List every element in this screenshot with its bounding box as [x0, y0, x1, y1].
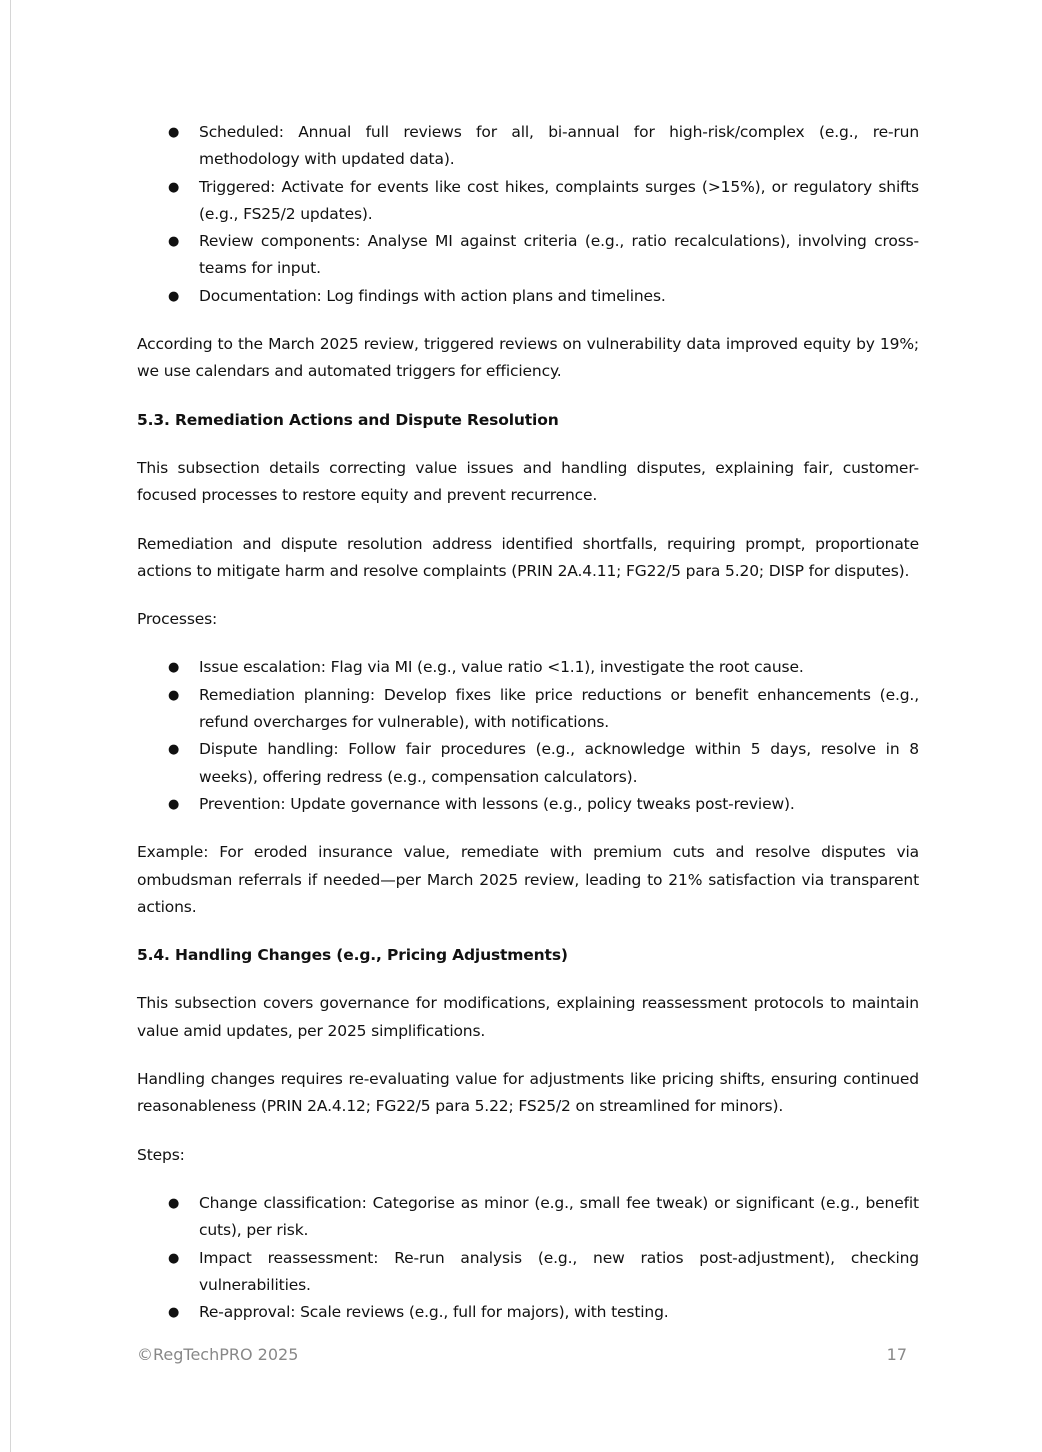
section-heading-5-4: 5.4. Handling Changes (e.g., Pricing Adjustments) — [137, 946, 568, 965]
page-left-border — [10, 0, 11, 1452]
bullet-icon: ● — [168, 1195, 180, 1211]
list-item: ● Scheduled: Annual full reviews for all, bi-annual for high-risk/complex (e.g., re-run methodology with updated data). — [199, 119, 919, 174]
section-heading-5-3: 5.3. Remediation Actions and Dispute Resolution — [137, 410, 559, 429]
steps-label: Steps: — [137, 1145, 185, 1164]
document-body — [137, 119, 919, 1347]
list-item: ● Triggered: Activate for events like cost hikes, complaints surges (>15%), or regulatory shifts (e.g., FS25/2 updates). — [199, 174, 919, 229]
review-types-list — [137, 119, 919, 310]
list-item: ● Review components: Analyse MI against criteria (e.g., ratio recalculations), involving cross-teams for input. — [199, 228, 919, 283]
copyright-text: ©RegTechPRO 2025 — [137, 1345, 299, 1364]
list-item: ● Documentation: Log findings with action plans and timelines. — [199, 283, 919, 310]
list-item: ● Prevention: Update governance with lessons (e.g., policy tweaks post-review). — [199, 791, 919, 818]
list-item: ● Re-approval: Scale reviews (e.g., full for majors), with testing. — [199, 1299, 919, 1326]
processes-label: Processes: — [137, 610, 218, 629]
bullet-icon: ● — [168, 687, 180, 703]
list-item: ● Remediation planning: Develop fixes like price reductions or benefit enhancements (e.g., refund overcharges for vulnerable), with notifications. — [199, 682, 919, 737]
bullet-icon: ● — [168, 1305, 180, 1321]
bullet-icon: ● — [168, 1250, 180, 1266]
review-paragraph: According to the March 2025 review, triggered reviews on vulnerability data improved equity by 19%; we use calendars and automated triggers for efficiency. — [137, 335, 919, 381]
page-number: 17 — [886, 1345, 907, 1364]
list-item: ● Change classification: Categorise as minor (e.g., small fee tweak) or significant (e.g., benefit cuts), per risk. — [199, 1190, 919, 1245]
bullet-icon: ● — [168, 288, 180, 304]
section-5-4-body: Handling changes requires re-evaluating value for adjustments like pricing shifts, ensuring continued reasonableness (PRIN 2A.4.12; FG22/5 para 5.22; FS25/2 on streamlined for minors). — [137, 1070, 919, 1116]
bullet-icon: ● — [168, 796, 180, 812]
list-item: ● Issue escalation: Flag via MI (e.g., value ratio <1.1), investigate the root cause. — [199, 654, 919, 681]
list-item: ● Impact reassessment: Re-run analysis (e.g., new ratios post-adjustment), checking vulnerabilities. — [199, 1245, 919, 1300]
page-footer — [137, 1345, 907, 1364]
section-5-3-body: Remediation and dispute resolution address identified shortfalls, requiring prompt, proportionate actions to mitigate harm and resolve complaints (PRIN 2A.4.11; FG22/5 para 5.20; DISP for disputes). — [137, 534, 919, 580]
section-5-4-intro: This subsection covers governance for modifications, explaining reassessment protocols to maintain value amid updates, per 2025 simplifications. — [137, 994, 919, 1040]
section-5-3-intro: This subsection details correcting value issues and handling disputes, explaining fair, customer-focused processes to restore equity and prevent recurrence. — [137, 458, 919, 505]
list-item: ● Dispute handling: Follow fair procedures (e.g., acknowledge within 5 days, resolve in 8 weeks), offering redress (e.g., compensation calculators). — [199, 736, 919, 791]
example-paragraph: Example: For eroded insurance value, remediate with premium cuts and resolve disputes via ombudsman referrals if needed—per March 2025 review, leading to 21% satisfaction via transparent actions. — [137, 843, 919, 916]
processes-list — [137, 654, 919, 818]
bullet-icon: ● — [168, 125, 180, 140]
steps-list — [137, 1190, 919, 1326]
bullet-icon: ● — [168, 742, 180, 758]
bullet-icon: ● — [168, 234, 180, 250]
bullet-icon: ● — [168, 660, 180, 676]
bullet-icon: ● — [168, 179, 180, 195]
